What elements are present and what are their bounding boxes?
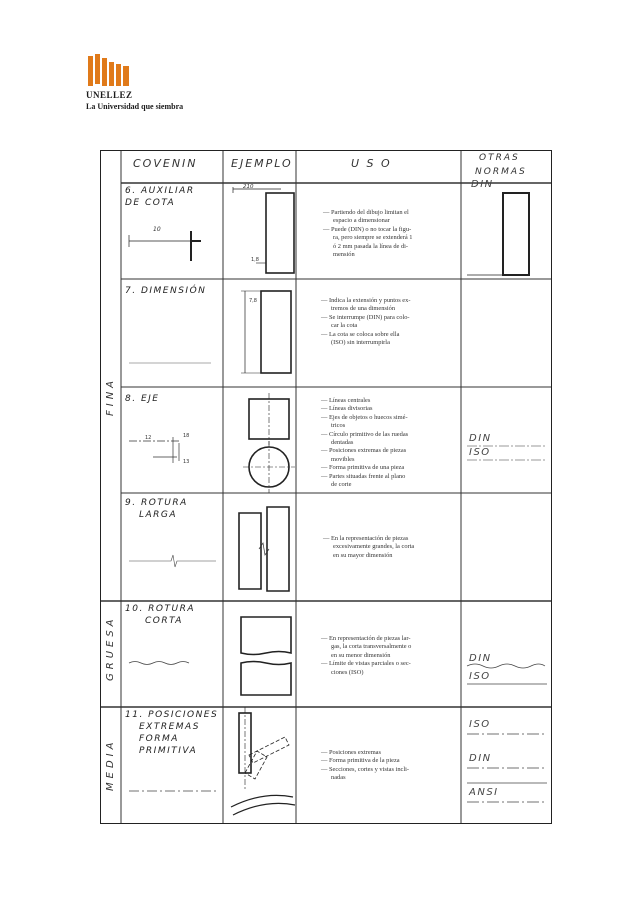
row-11-norm-din: DIN: [469, 753, 492, 764]
row-8-dim-c: 13: [183, 459, 190, 465]
row-7-uso: — Indica la extensión y puntos ex- tremos de una dimensión — Se interrumpe (DIN) para colo- car la cota — La cota se coloca sobre ella (ISO) sin interrumpirla: [321, 297, 411, 347]
row-6-dim-left: 10: [153, 226, 161, 233]
row-11-norm-iso: ISO: [469, 719, 491, 730]
row-10-uso: — En representación de piezas lar- gas, la corta transversalmente o en su menor dimensión — Límite de vistas parciales o sec- ciones (ISO): [321, 635, 412, 676]
row-9-name: 9. ROTURA LARGA: [125, 498, 188, 520]
row-9-uso: — En la representación de piezas excesivamente grandes, la corta en su mayor dimensión: [323, 535, 415, 559]
header-otras: OTRAS: [479, 153, 520, 163]
row-6-dim-small: 1,8: [251, 257, 259, 263]
row-10-norm-din: DIN: [469, 653, 492, 664]
header-covenin: COVENIN: [133, 157, 198, 170]
row-8-dim-b: 18: [183, 433, 190, 439]
row-8-name: 8. EJE: [125, 394, 160, 404]
row-7-name: 7. DIMENSIÓN: [125, 286, 207, 296]
row-8-uso: — Líneas centrales — Líneas divisorias — Ejes de objetos o huecos simé- tricos — Círculo primitivo de las ruedas dentadas — Posiciones extremas de piezas movibles — Forma primitiva de una pieza — Partes situadas frente al plano de corte: [321, 397, 409, 489]
header-uso: U S O: [351, 157, 392, 170]
row-8-dim-a: 12: [145, 435, 152, 441]
row-6-dim-top: 210: [243, 184, 254, 190]
header-normas: NORMAS: [475, 167, 527, 177]
header-ejemplo: EJEMPLO: [231, 157, 293, 170]
row-11-name: 11. POSICIONES EXTREMAS FORMA PRIMITIVA: [125, 710, 219, 756]
row-8-norm-iso: ISO: [469, 447, 491, 458]
row-10-norm-iso: ISO: [469, 671, 491, 682]
brand-name: UNELLEZ: [86, 90, 133, 100]
row-6-norm-din: DIN: [471, 179, 494, 190]
unellez-logo: [86, 52, 132, 88]
side-label-gruesa: GRUESA: [105, 615, 116, 681]
line-types-table: [100, 150, 552, 824]
side-label-media: MEDIA: [105, 738, 116, 791]
row-11-norm-lines: [101, 151, 551, 823]
side-label-fina: FINA: [105, 376, 116, 416]
row-7-dim-small: 7,8: [249, 298, 257, 304]
row-6-uso: — Partiendo del dibujo limitan el espacio a dimensionar — Puede (DIN) o no tocar la figu- ra, pero siempre se extenderá 1 ó 2 mm pasada la línea de di- mensión: [323, 209, 413, 259]
row-11-uso: — Posiciones extremas — Forma primitiva de la pieza — Secciones, cortes y vistas incli- nadas: [321, 749, 410, 782]
row-11-norm-ansi: ANSI: [469, 787, 499, 798]
brand-tagline: La Universidad que siembra: [86, 102, 184, 111]
row-8-norm-din: DIN: [469, 433, 492, 444]
row-10-name: 10. ROTURA CORTA: [125, 604, 196, 626]
row-6-name: 6. AUXILIAR DE COTA: [125, 186, 195, 208]
